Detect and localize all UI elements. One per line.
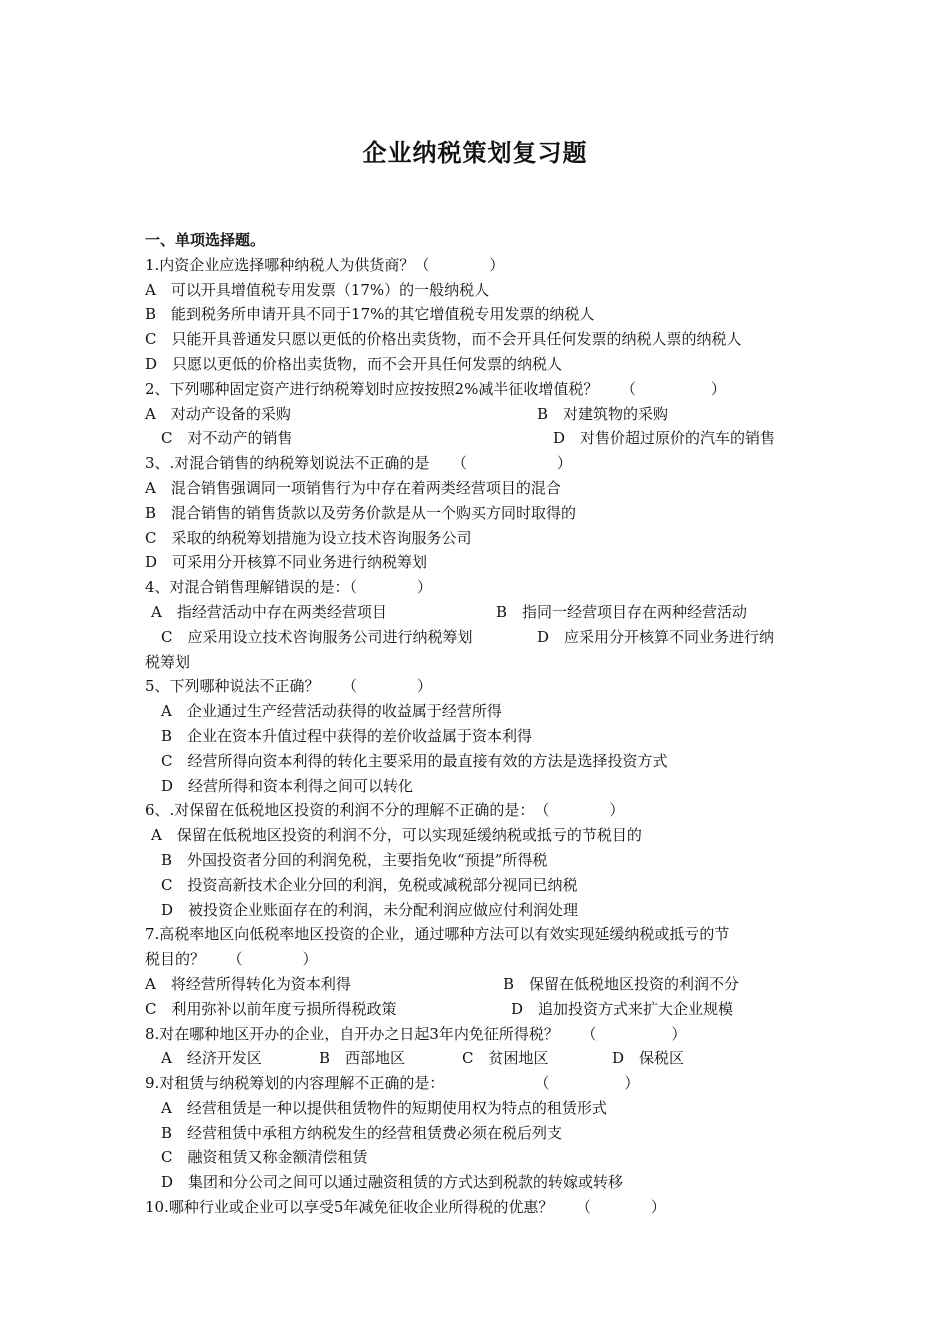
question-list bbox=[145, 228, 825, 1220]
question-9-option-a: A 经营租赁是一种以提供租赁物件的短期使用权为特点的租赁形式 bbox=[161, 1098, 607, 1117]
question-4-options-ab bbox=[145, 600, 825, 625]
question-3-stem: 3、.对混合销售的纳税筹划说法不正确的是 （ ） bbox=[145, 454, 572, 473]
question-1-stem: 1.内资企业应选择哪种纳税人为供货商？（ ） bbox=[145, 255, 505, 274]
question-6-option-b: B 外国投资者分回的利润免税，主要指免收“预提”所得税 bbox=[161, 850, 548, 869]
question-6-option-d: D 被投资企业账面存在的利润，未分配利润应做应付利润处理 bbox=[161, 900, 579, 919]
question-8-stem: 8.对在哪种地区开办的企业，自开办之日起3年内免征所得税？ （ ） bbox=[145, 1024, 687, 1043]
question-1-option-b: B 能到税务所申请开具不同于17%的其它增值税专用发票的纳税人 bbox=[145, 305, 595, 324]
question-8-option-a: A 经济开发区 bbox=[161, 1049, 262, 1068]
question-9-option-c: C 融资租赁又称金额清偿租赁 bbox=[161, 1148, 368, 1167]
question-3-option-b: B 混合销售的销售货款以及劳务价款是从一个购买方同时取得的 bbox=[145, 503, 577, 522]
question-9-option-b: B 经营租赁中承租方纳税发生的经营租赁费必须在税后列支 bbox=[161, 1123, 563, 1142]
question-1-option-c: C 只能开具普通发只愿以更低的价格出卖货物，而不会开具任何发票的纳税人票的纳税人 bbox=[145, 330, 742, 349]
question-4-option-a: A 指经营活动中存在两类经营项目 bbox=[151, 602, 387, 621]
question-2-option-b: B 对建筑物的采购 bbox=[537, 404, 669, 423]
question-1-option-d: D 只愿以更低的价格出卖货物，而不会开具任何发票的纳税人 bbox=[145, 354, 563, 373]
question-7-option-b: B 保留在低税地区投资的利润不分 bbox=[503, 974, 740, 993]
question-8-option-c: C 贫困地区 bbox=[462, 1049, 549, 1068]
question-2-options-cd bbox=[145, 426, 825, 451]
question-1-option-a: A 可以开具增值税专用发票（17%）的一般纳税人 bbox=[145, 280, 490, 299]
question-2-options-ab bbox=[145, 402, 825, 427]
question-4-option-b: B 指同一经营项目存在两种经营活动 bbox=[496, 602, 748, 621]
question-2-stem: 2、下列哪种固定资产进行纳税筹划时应按按照2%减半征收增值税？ （ ） bbox=[145, 379, 726, 398]
page-title: 企业纳税策划复习题 bbox=[362, 139, 588, 167]
question-5-option-a: A 企业通过生产经营活动获得的收益属于经营所得 bbox=[161, 702, 502, 721]
question-7-options-ab bbox=[145, 972, 825, 997]
question-4-option-d: D 应采用分开核算不同业务进行纳 bbox=[537, 627, 775, 646]
question-4-stem: 4、对混合销售理解错误的是：（ ） bbox=[145, 578, 433, 597]
question-8-option-b: B 西部地区 bbox=[319, 1049, 406, 1068]
question-2-option-a: A 对动产设备的采购 bbox=[145, 404, 291, 423]
question-7-stem-continued: 税目的？ （ ） bbox=[145, 950, 318, 969]
question-7-option-c: C 利用弥补以前年度亏损所得税政策 bbox=[145, 999, 397, 1018]
question-4-options-cd bbox=[145, 625, 825, 650]
question-9-option-d: D 集团和分公司之间可以通过融资租赁的方式达到税款的转嫁或转移 bbox=[161, 1173, 624, 1192]
question-5-option-b: B 企业在资本升值过程中获得的差价收益属于资本利得 bbox=[161, 726, 533, 745]
question-5-option-c: C 经营所得向资本利得的转化主要采用的最直接有效的方法是选择投资方式 bbox=[161, 751, 668, 770]
question-3-option-a: A 混合销售强调同一项销售行为中存在着两类经营项目的混合 bbox=[145, 478, 561, 497]
question-2-option-d: D 对售价超过原价的汽车的销售 bbox=[553, 429, 776, 448]
section-heading: 一、单项选择题。 bbox=[145, 231, 266, 249]
question-9-stem: 9.对租赁与纳税筹划的内容理解不正确的是： （ ） bbox=[145, 1074, 640, 1093]
question-7-options-cd bbox=[145, 997, 825, 1022]
question-8-options bbox=[145, 1046, 825, 1071]
question-3-option-d: D 可采用分开核算不同业务进行纳税筹划 bbox=[145, 553, 428, 572]
question-3-option-c: C 采取的纳税筹划措施为设立技术咨询服务公司 bbox=[145, 528, 472, 547]
question-7-option-d: D 追加投资方式来扩大企业规模 bbox=[511, 999, 734, 1018]
question-2-option-c: C 对不动产的销售 bbox=[161, 429, 293, 448]
question-5-option-d: D 经营所得和资本利得之间可以转化 bbox=[161, 776, 414, 795]
question-8-option-d: D 保税区 bbox=[612, 1049, 685, 1068]
question-5-stem: 5、下列哪种说法不正确？ （ ） bbox=[145, 677, 433, 696]
question-6-stem: 6、.对保留在低税地区投资的利润不分的理解不正确的是： （ ） bbox=[145, 801, 625, 820]
question-4-option-c: C 应采用设立技术咨询服务公司进行纳税筹划 bbox=[161, 627, 473, 646]
question-4-option-d-continued: 税筹划 bbox=[145, 652, 191, 671]
question-7-option-a: A 将经营所得转化为资本利得 bbox=[145, 974, 351, 993]
question-6-option-a: A 保留在低税地区投资的利润不分，可以实现延缓纳税或抵亏的节税目的 bbox=[151, 826, 642, 845]
question-6-option-c: C 投资高新技术企业分回的利润，免税或减税部分视同已纳税 bbox=[161, 875, 578, 894]
question-7-stem: 7.高税率地区向低税率地区投资的企业，通过哪种方法可以有效实现延缓纳税或抵亏的节 bbox=[145, 925, 730, 944]
question-10-stem: 10.哪种行业或企业可以享受5年减免征收企业所得税的优惠？ （ ） bbox=[145, 1198, 666, 1217]
